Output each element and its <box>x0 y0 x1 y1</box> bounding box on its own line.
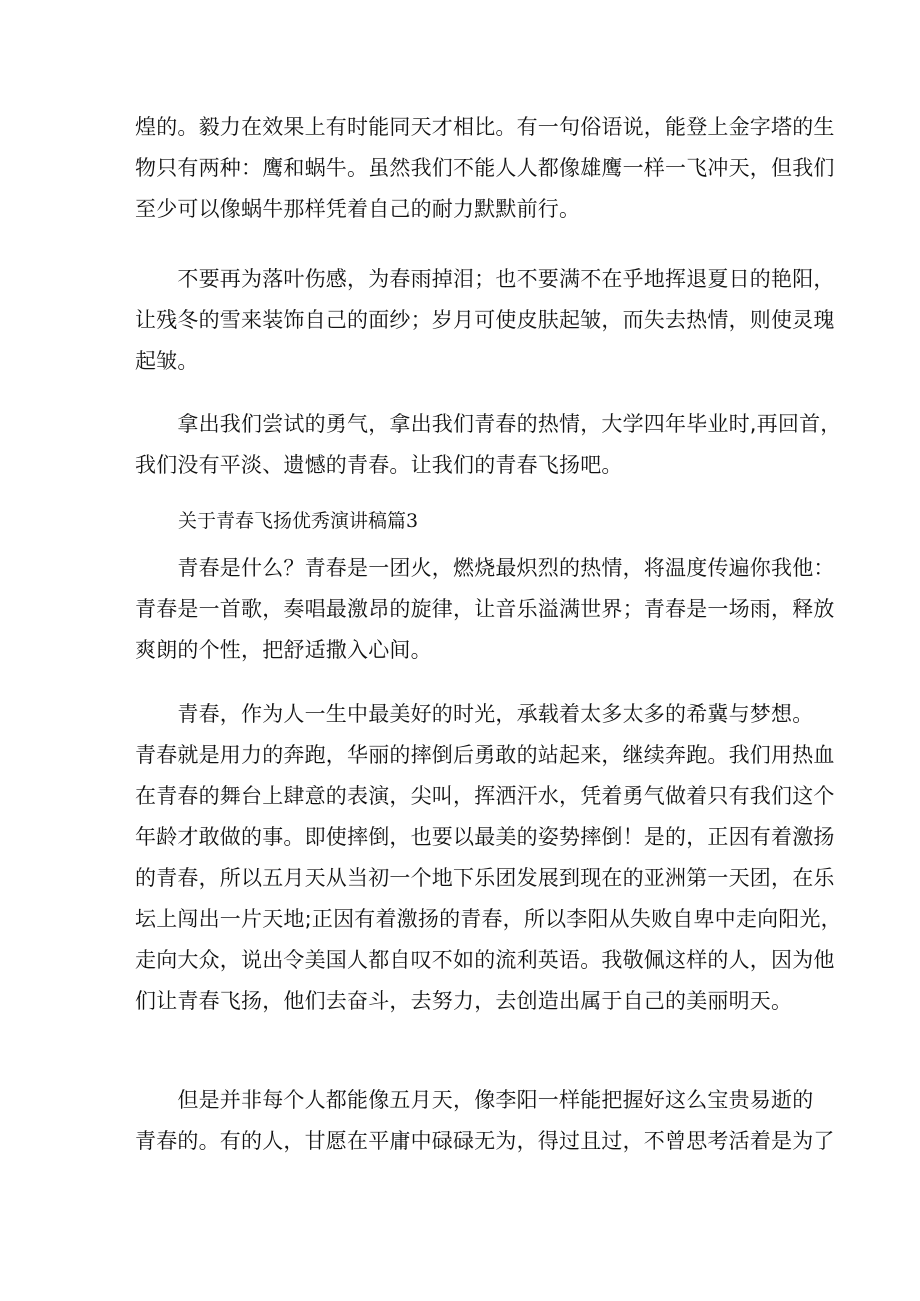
text-line: 但是并非每个人都能像五月天，像李阳一样能把握好这么宝贵易逝的 <box>135 1088 814 1112</box>
text-line: 青春就是用力的奔跑，华丽的摔倒后勇敢的站起来，继续奔跑。我们用热血 <box>135 743 835 767</box>
text-line: 青春是一首歌，奏唱最激昂的旋律，让音乐溢满世界；青春是一场雨，释放 <box>135 597 835 621</box>
text-line: 青春是什么？青春是一团火，燃烧最炽烈的热情，将温度传遍你我他： <box>135 556 835 580</box>
text-line: 们让青春飞扬，他们去奋斗，去努力，去创造出属于自己的美丽明天。 <box>135 989 793 1013</box>
text-line: 在青春的舞台上肆意的表演，尖叫，挥洒汗水，凭着勇气做着只有我们这个 <box>135 784 835 808</box>
paragraph-fallen-leaves <box>135 259 835 382</box>
text-line: 青春，作为人一生中最美好的时光，承载着太多太多的希冀与梦想。 <box>135 702 814 726</box>
text-line: 坛上闯出一片天地;正因有着激扬的青春，所以李阳从失败自卑中走向阳光， <box>135 907 842 931</box>
paragraph-perseverance <box>135 107 835 230</box>
text-line: 不要再为落叶伤感，为春雨掉泪；也不要满不在乎地挥退夏日的艳阳， <box>135 267 835 291</box>
text-line: 年龄才敢做的事。即使摔倒，也要以最美的姿势摔倒！是的，正因有着激扬 <box>135 825 835 849</box>
paragraph-not-everyone <box>135 1080 835 1162</box>
paragraph-best-time <box>135 694 842 1022</box>
text-line: 的青春，所以五月天从当初一个地下乐团发展到现在的亚洲第一天团，在乐 <box>135 866 835 890</box>
paragraph-courage <box>135 404 842 486</box>
text-line: 物只有两种：鹰和蜗牛。虽然我们不能人人都像雄鹰一样一飞冲天，但我们 <box>135 156 835 180</box>
text-line: 煌的。毅力在效果上有时能同天才相比。有一句俗语说，能登上金字塔的生 <box>135 115 835 139</box>
text-line: 爽朗的个性，把舒适撒入心间。 <box>135 638 432 662</box>
section-heading: 关于青春飞扬优秀演讲稿篇3 <box>178 510 419 532</box>
text-line: 拿出我们尝试的勇气，拿出我们青春的热情，大学四年毕业时,再回首， <box>135 412 842 436</box>
text-line: 至少可以像蜗牛那样凭着自己的耐力默默前行。 <box>135 197 581 221</box>
text-line: 走向大众，说出令美国人都自叹不如的流利英语。我敬佩这样的人，因为他 <box>135 948 835 972</box>
text-line: 起皱。 <box>135 349 199 373</box>
paragraph-what-is-youth <box>135 548 835 671</box>
text-line: 让残冬的雪来装饰自己的面纱；岁月可使皮肤起皱，而失去热情，则使灵瑰 <box>135 308 835 332</box>
text-line: 青春的。有的人，甘愿在平庸中碌碌无为，得过且过，不曾思考活着是为了 <box>135 1129 835 1153</box>
text-line: 我们没有平淡、遗憾的青春。让我们的青春飞扬吧。 <box>135 453 623 477</box>
